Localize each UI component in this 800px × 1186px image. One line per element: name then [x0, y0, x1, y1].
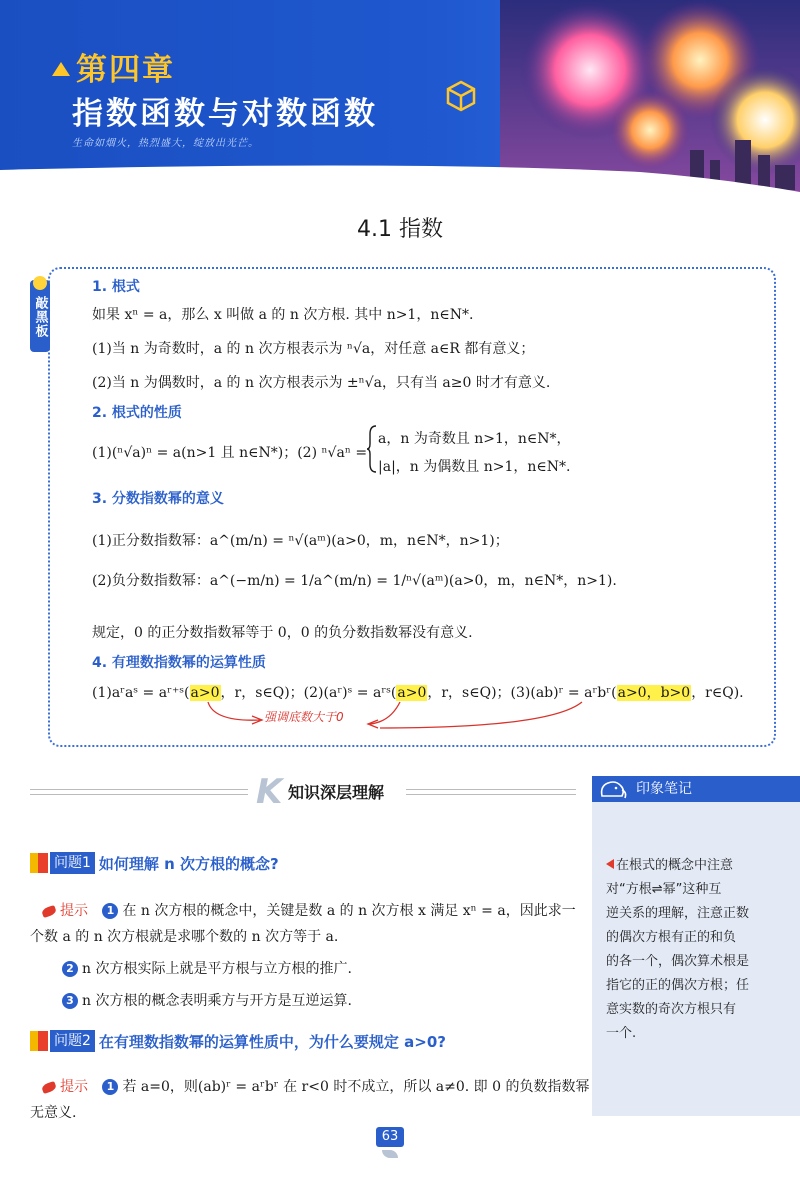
- note-line: 一个.: [606, 1026, 637, 1041]
- heading-radical-properties: 2. 根式的性质: [92, 405, 182, 421]
- chapter-number: 第四章: [76, 52, 175, 88]
- lightbulb-icon: [33, 276, 47, 290]
- note-line: 对“方根⇌幂”这种互: [606, 882, 722, 897]
- header-rule-left: [30, 789, 248, 795]
- zero-exponent-rule: 规定，0 的正分数指数幂等于 0，0 的负分数指数幂没有意义.: [92, 625, 473, 641]
- positive-fractional-exponent: (1)正分数指数幂：a^(m/n) = ⁿ√(aᵐ)(a>0，m，n∈N*，n>1)；: [92, 533, 509, 549]
- q2-hint-1-continued: 无意义.: [30, 1105, 77, 1121]
- section-title: 4.1 指数: [357, 217, 443, 242]
- number-1-icon: 1: [102, 1079, 118, 1095]
- note-line: 的各一个，偶次算术根是: [606, 954, 750, 969]
- chapter-title: 指数函数与对数函数: [72, 96, 378, 132]
- pen-icon: [41, 904, 57, 917]
- hint-label: 提示: [60, 1079, 88, 1095]
- q1-hint-3-text: n 次方根的概念表明乘方与开方是互逆运算.: [82, 993, 352, 1009]
- q1-hint-3: [62, 990, 352, 1010]
- note-line: 在根式的概念中注意: [606, 854, 792, 878]
- question-2-tag: 问题2: [50, 1030, 95, 1052]
- hint-label: 提示: [60, 903, 88, 919]
- rule-part-4: ，r∈Q).: [691, 685, 744, 701]
- q2-hint-1: [42, 1076, 589, 1096]
- question-2-header: [30, 1030, 446, 1052]
- triangle-icon: [52, 62, 70, 76]
- annotation-arrows: [190, 698, 610, 734]
- page-number: 63: [376, 1127, 404, 1147]
- radical-definition: 如果 xⁿ = a，那么 x 叫做 a 的 n 次方根. 其中 n>1，n∈N*.: [92, 307, 474, 323]
- impression-notes-panel: [592, 776, 800, 1116]
- note-line: 逆关系的理解，注意正数: [606, 906, 750, 921]
- highlight-a-positive-2: a>0: [397, 685, 427, 701]
- radical-odd-case: (1)当 n 为奇数时，a 的 n 次方根表示为 ⁿ√a，对任意 a∈R 都有意义；: [92, 341, 535, 357]
- board-tab-label: 敲黑板: [32, 296, 48, 338]
- knowledge-section-header: [30, 770, 576, 810]
- q1-hint-1: [42, 900, 576, 920]
- note-line: 的偶次方根有正的和负: [606, 930, 737, 945]
- q1-hint-1-text-a: 在 n 次方根的概念中，关键是数 a 的 n 次方根 x 满足 xⁿ = a，因此求一: [122, 903, 576, 919]
- note-line: 指它的正的偶次方根；任: [606, 978, 750, 993]
- book-icon: [30, 1031, 50, 1051]
- question-2-text: 在有理数指数幂的运算性质中，为什么要规定 a>0?: [98, 1032, 446, 1051]
- rule-part-3: ，r，s∈Q)；(3)(ab)ʳ = aʳbʳ(: [427, 685, 617, 701]
- question-1-text: 如何理解 n 次方根的概念?: [98, 854, 279, 873]
- chapter-motto: 生命如烟火，热烈盛大，绽放出光芒。: [72, 138, 259, 149]
- radical-property-even: |a|，n 为偶数且 n>1，n∈N*.: [378, 459, 571, 475]
- q2-hint-1-text-a: 若 a=0，则(ab)ʳ = aʳbʳ 在 r<0 时不成立，所以 a≠0. 即 0 的负数指数幂: [122, 1079, 590, 1095]
- cube-icon: [446, 80, 476, 112]
- radical-property-odd: a，n 为奇数且 n>1，n∈N*，: [378, 431, 571, 447]
- radical-property-line: (1)(ⁿ√a)ⁿ = a(n>1 且 n∈N*)；(2) ⁿ√aⁿ =: [92, 445, 368, 461]
- knowledge-section-title: 知识深层理解: [288, 783, 385, 802]
- note-line: 意实数的奇次方根只有: [606, 1002, 737, 1017]
- rule-part-1: (1)aʳaˢ = aʳ⁺ˢ(: [92, 685, 190, 701]
- q1-hint-1-continued: 个数 a 的 n 次方根就是求哪个数的 n 次方等于 a.: [30, 929, 339, 945]
- number-2-icon: 2: [62, 961, 78, 977]
- board-tab: [30, 280, 50, 352]
- pen-icon: [41, 1080, 57, 1093]
- arrow-left-icon: [606, 859, 614, 869]
- q1-hint-2-text: n 次方根实际上就是平方根与立方根的推广.: [82, 961, 352, 977]
- annotation-note: 强调底数大于0: [264, 710, 344, 724]
- elephant-icon: [598, 778, 628, 800]
- q1-hint-2: [62, 958, 352, 978]
- number-3-icon: 3: [62, 993, 78, 1009]
- book-icon: [30, 853, 50, 873]
- highlight-a-b-positive: a>0，b>0: [617, 685, 691, 701]
- highlight-a-positive-1: a>0: [190, 685, 220, 701]
- radical-even-case: (2)当 n 为偶数时，a 的 n 次方根表示为 ±ⁿ√a，只有当 a≥0 时才有意义.: [92, 375, 551, 391]
- impression-notes-title: 印象笔记: [636, 781, 692, 797]
- impression-notes-body: [606, 854, 792, 1046]
- leaf-icon: [382, 1150, 398, 1158]
- header-rule-right: [406, 789, 576, 795]
- heading-radical: 1. 根式: [92, 279, 140, 295]
- k-logo-icon: K: [256, 772, 283, 812]
- rule-part-2: ，r，s∈Q)；(2)(aʳ)ˢ = aʳˢ(: [220, 685, 397, 701]
- heading-rational-exponent-rules: 4. 有理数指数幂的运算性质: [92, 655, 266, 671]
- impression-notes-header: [592, 776, 800, 802]
- number-1-icon: 1: [102, 903, 118, 919]
- question-1-tag: 问题1: [50, 852, 95, 874]
- heading-fractional-exponent: 3. 分数指数幂的意义: [92, 491, 224, 507]
- question-1-header: [30, 852, 279, 874]
- chapter-banner: [0, 0, 800, 200]
- negative-fractional-exponent: (2)负分数指数幂：a^(−m/n) = 1/a^(m/n) = 1/ⁿ√(aᵐ)(a>0，m，n∈N*，n>1).: [92, 573, 617, 589]
- chapter-label-row: [52, 44, 175, 89]
- brace-icon: [366, 424, 378, 474]
